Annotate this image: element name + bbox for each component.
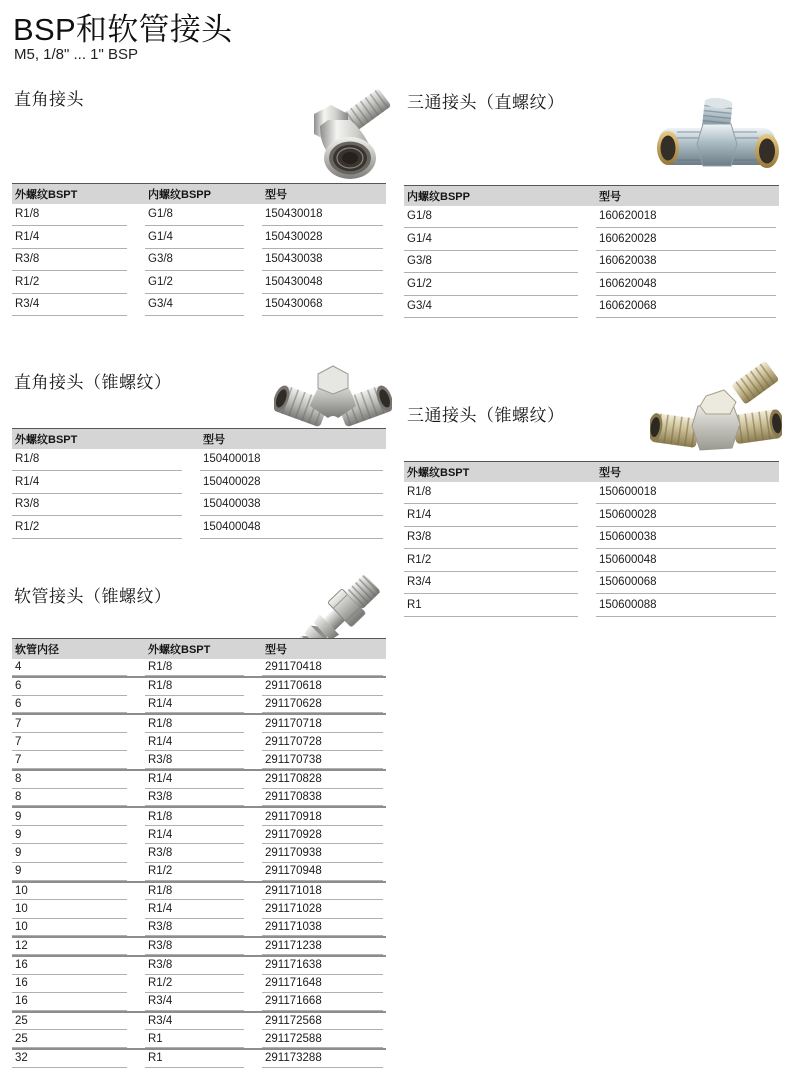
table-cell: G1/4 (404, 228, 596, 251)
table-cell: 4 (12, 659, 145, 678)
table-cell: 150430038 (262, 249, 386, 272)
table-cell: 291170618 (262, 677, 386, 696)
section-title-tee-taper: 三通接头（锥螺纹） (407, 406, 565, 425)
table-cell: 16 (12, 993, 145, 1012)
table-cell: R1 (145, 1030, 262, 1049)
column-header: 软管内径 (12, 639, 145, 659)
table-cell: 25 (12, 1030, 145, 1049)
table-row (12, 956, 386, 975)
table-row (12, 789, 386, 808)
table-cell: R3/8 (145, 919, 262, 938)
table-cell: 291171028 (262, 900, 386, 919)
table-row (12, 294, 386, 317)
table-cell: R3/8 (404, 527, 596, 550)
table-cell: R3/4 (12, 294, 145, 317)
table-cell: 8 (12, 789, 145, 808)
table-row (12, 863, 386, 882)
table-cell: R3/8 (145, 751, 262, 770)
table-row (404, 206, 779, 229)
table-cell: 7 (12, 714, 145, 733)
table-cell: R1/4 (404, 504, 596, 527)
table-cell: 291172568 (262, 1012, 386, 1031)
tee-taper-table (404, 461, 779, 617)
table-cell: 150600038 (596, 527, 779, 550)
table-cell: 6 (12, 696, 145, 715)
table-row (12, 900, 386, 919)
hose-barb-fitting-photo (282, 547, 390, 651)
table-row (12, 449, 386, 472)
table-cell: R3/4 (404, 572, 596, 595)
table-cell: R3/4 (145, 993, 262, 1012)
section-title-tee-parallel: 三通接头（直螺纹） (407, 93, 565, 112)
table-cell: 160620068 (596, 296, 779, 319)
table-cell: 291170948 (262, 863, 386, 882)
table-cell: 160620018 (596, 206, 779, 229)
table-cell: 12 (12, 937, 145, 956)
table-cell: 291170738 (262, 751, 386, 770)
header-row (404, 462, 779, 482)
header-row (12, 429, 386, 449)
table-row (12, 677, 386, 696)
table-cell: 9 (12, 863, 145, 882)
table-row (12, 714, 386, 733)
table-cell: 7 (12, 733, 145, 752)
hose-barb-table (12, 638, 386, 1068)
table-row (12, 516, 386, 539)
table-cell: R3/8 (12, 494, 200, 517)
table-row (12, 807, 386, 826)
table-cell: 291170728 (262, 733, 386, 752)
table-cell: R1/8 (404, 482, 596, 505)
elbow-parallel-fitting-photo (298, 86, 394, 182)
table-cell: G1/8 (145, 204, 262, 227)
table-cell: 291170918 (262, 807, 386, 826)
table-row (404, 482, 779, 505)
table-row (12, 1030, 386, 1049)
table-cell: 10 (12, 882, 145, 901)
table-cell: G3/4 (145, 294, 262, 317)
table-row (12, 1049, 386, 1068)
column-header: 外螺纹BSPT (145, 639, 262, 659)
table-row (404, 572, 779, 595)
table-row (12, 751, 386, 770)
table-cell: 150430018 (262, 204, 386, 227)
table-cell: R1/8 (145, 714, 262, 733)
tee-parallel-fitting-photo (653, 92, 781, 184)
table-cell: R1/8 (12, 449, 200, 472)
table-row (12, 659, 386, 678)
table-cell: 291171648 (262, 975, 386, 994)
table-cell: R1/4 (12, 471, 200, 494)
table-cell: R1/4 (145, 900, 262, 919)
table-cell: 32 (12, 1049, 145, 1068)
table-cell: 150600018 (596, 482, 779, 505)
header-row (12, 639, 386, 659)
table-row (12, 226, 386, 249)
table-row (12, 882, 386, 901)
table-row (12, 271, 386, 294)
table-cell: 150430068 (262, 294, 386, 317)
table-cell: R1/4 (12, 226, 145, 249)
elbow-taper-fitting-photo (274, 344, 392, 436)
header-row (404, 186, 779, 206)
section-title-hose-barb: 软管接头（锥螺纹） (14, 587, 172, 606)
table-cell: R1 (145, 1049, 262, 1068)
section-title-elbow-taper: 直角接头（锥螺纹） (14, 373, 172, 392)
table-row (404, 251, 779, 274)
table-cell: 160620038 (596, 251, 779, 274)
table-cell: G1/2 (404, 273, 596, 296)
table-row (12, 204, 386, 227)
table-row (404, 594, 779, 617)
table-cell: 7 (12, 751, 145, 770)
table-row (12, 993, 386, 1012)
table-cell: 150600068 (596, 572, 779, 595)
table-cell: 9 (12, 826, 145, 845)
column-header: 内螺纹BSPP (145, 184, 262, 204)
table-cell: R1/2 (145, 975, 262, 994)
table-row (12, 919, 386, 938)
table-cell: R1/4 (145, 696, 262, 715)
table-cell: R1/4 (145, 733, 262, 752)
table-cell: 9 (12, 807, 145, 826)
table-row (404, 228, 779, 251)
table-cell: R1/8 (145, 659, 262, 678)
tee-taper-fitting-photo (650, 362, 782, 462)
table-row (12, 696, 386, 715)
table-cell: 150430028 (262, 226, 386, 249)
elbow-parallel-table (12, 183, 386, 316)
table-cell: R3/8 (145, 844, 262, 863)
table-cell: 9 (12, 844, 145, 863)
column-header: 型号 (200, 429, 386, 449)
table-cell: 291171038 (262, 919, 386, 938)
table-cell: R3/4 (145, 1012, 262, 1031)
table-cell: R3/8 (145, 789, 262, 808)
column-header: 型号 (596, 186, 779, 206)
table-cell: 6 (12, 677, 145, 696)
column-header: 型号 (262, 639, 386, 659)
table-cell: 150600028 (596, 504, 779, 527)
table-cell: 150430048 (262, 271, 386, 294)
table-cell: 16 (12, 956, 145, 975)
table-cell: 291170828 (262, 770, 386, 789)
table-cell: R1 (404, 594, 596, 617)
table-cell: R3/8 (145, 937, 262, 956)
table-row (404, 549, 779, 572)
table-cell: 8 (12, 770, 145, 789)
header-row (12, 184, 386, 204)
table-cell: 291173288 (262, 1049, 386, 1068)
table-cell: 25 (12, 1012, 145, 1031)
table-row (12, 937, 386, 956)
table-cell: 291170928 (262, 826, 386, 845)
table-row (404, 296, 779, 319)
table-cell: 10 (12, 919, 145, 938)
table-cell: R3/8 (145, 956, 262, 975)
table-row (12, 770, 386, 789)
table-row (404, 527, 779, 550)
table-cell: 291170718 (262, 714, 386, 733)
table-cell: R3/8 (12, 249, 145, 272)
table-cell: G3/8 (404, 251, 596, 274)
section-title-elbow-parallel: 直角接头 (14, 90, 84, 109)
table-cell: R1/8 (145, 882, 262, 901)
table-cell: 291170938 (262, 844, 386, 863)
table-cell: 291171238 (262, 937, 386, 956)
table-cell: 160620048 (596, 273, 779, 296)
tee-parallel-table (404, 185, 779, 318)
column-header: 外螺纹BSPT (404, 462, 596, 482)
page-title: BSP和软管接头 (13, 12, 233, 47)
table-row (12, 844, 386, 863)
table-cell: 150400048 (200, 516, 386, 539)
table-cell: 291171638 (262, 956, 386, 975)
column-header: 型号 (262, 184, 386, 204)
table-cell: G1/8 (404, 206, 596, 229)
table-cell: R1/2 (145, 863, 262, 882)
column-header: 型号 (596, 462, 779, 482)
table-cell: 150400018 (200, 449, 386, 472)
table-cell: R1/2 (12, 271, 145, 294)
table-cell: 291170628 (262, 696, 386, 715)
table-cell: 150400028 (200, 471, 386, 494)
table-cell: 291171668 (262, 993, 386, 1012)
table-cell: R1/8 (145, 677, 262, 696)
table-cell: R1/8 (12, 204, 145, 227)
table-cell: G3/4 (404, 296, 596, 319)
table-row (12, 733, 386, 752)
table-cell: G3/8 (145, 249, 262, 272)
table-cell: 291170418 (262, 659, 386, 678)
table-cell: 16 (12, 975, 145, 994)
table-cell: 10 (12, 900, 145, 919)
table-cell: R1/4 (145, 770, 262, 789)
table-cell: G1/2 (145, 271, 262, 294)
table-cell: R1/2 (12, 516, 200, 539)
table-cell: R1/4 (145, 826, 262, 845)
table-row (404, 273, 779, 296)
table-row (12, 1012, 386, 1031)
table-row (12, 826, 386, 845)
table-row (12, 249, 386, 272)
table-cell: 291172588 (262, 1030, 386, 1049)
table-cell: G1/4 (145, 226, 262, 249)
table-cell: 291171018 (262, 882, 386, 901)
table-cell: 160620028 (596, 228, 779, 251)
table-row (12, 494, 386, 517)
column-header: 内螺纹BSPP (404, 186, 596, 206)
table-cell: 150400038 (200, 494, 386, 517)
table-cell: 150600088 (596, 594, 779, 617)
column-header: 外螺纹BSPT (12, 429, 200, 449)
elbow-taper-table (12, 428, 386, 539)
page-subtitle: M5, 1/8" ... 1" BSP (14, 46, 139, 63)
column-header: 外螺纹BSPT (12, 184, 145, 204)
table-row (12, 471, 386, 494)
table-cell: 291170838 (262, 789, 386, 808)
table-row (12, 975, 386, 994)
table-row (404, 504, 779, 527)
table-cell: 150600048 (596, 549, 779, 572)
table-cell: R1/8 (145, 807, 262, 826)
table-cell: R1/2 (404, 549, 596, 572)
